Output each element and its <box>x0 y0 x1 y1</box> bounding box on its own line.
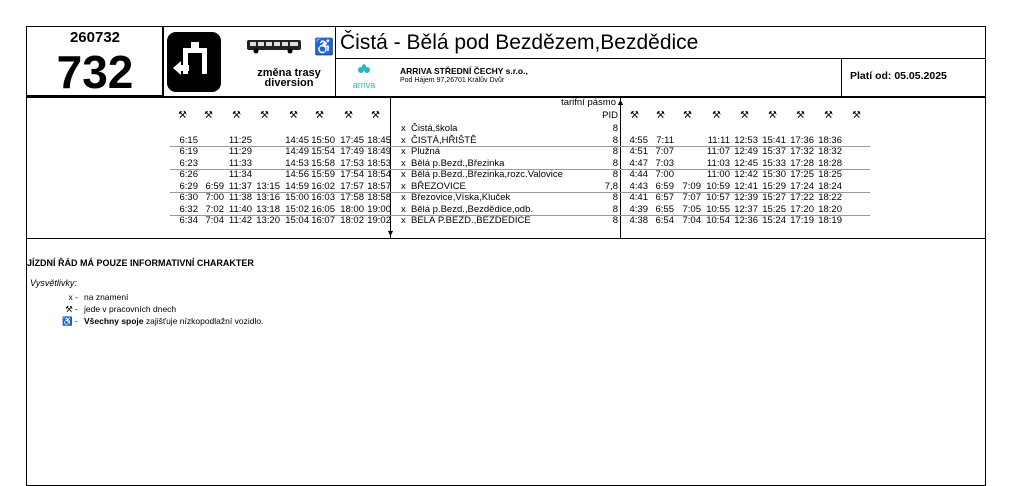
departure-time: 6:26 <box>179 169 198 180</box>
departure-time: 6:29 <box>179 181 198 192</box>
departure-time: 13:16 <box>256 192 280 203</box>
departure-time: 7:11 <box>656 135 674 146</box>
departure-time: 4:39 <box>629 204 648 215</box>
departure-time: 17:57 <box>340 181 364 192</box>
request-stop-mark: x <box>401 158 406 169</box>
departure-time: 18:57 <box>367 181 391 192</box>
departure-time: 6:34 <box>179 215 198 226</box>
workday-icon: ⚒ <box>178 110 187 121</box>
departure-time: 7:09 <box>682 181 701 192</box>
diversion-box <box>164 26 336 97</box>
stop-name: Plužná <box>411 146 441 157</box>
request-stop-mark: x <box>401 169 406 180</box>
departure-time: 18:24 <box>818 181 842 192</box>
stop-name: BŘEZOVICE <box>411 181 466 192</box>
departure-time: 7:00 <box>205 192 224 203</box>
divider-right <box>620 97 621 238</box>
departure-time: 6:19 <box>179 146 198 157</box>
departure-time: 18:49 <box>367 146 391 157</box>
workday-icon: ⚒ <box>630 110 639 121</box>
wheelchair-icon: ♿ <box>314 39 334 56</box>
tariff-zone: 8 <box>612 135 618 146</box>
departure-time: 13:15 <box>256 181 280 192</box>
departure-time: 19:02 <box>367 215 391 226</box>
departure-time: 12:53 <box>734 135 758 146</box>
departure-time: 11:37 <box>228 181 252 192</box>
departure-time: 4:47 <box>629 158 648 169</box>
header-divider <box>26 96 986 98</box>
operator-logo <box>344 63 384 90</box>
departure-time: 17:49 <box>340 146 364 157</box>
tariff-zone: 8 <box>612 158 618 169</box>
stop-name: Bělá p.Bezd.,Bezdědice,odb. <box>411 204 534 215</box>
departure-time: 11:25 <box>228 135 252 146</box>
departure-time: 6:55 <box>655 204 674 215</box>
departure-time: 11:11 <box>707 135 730 146</box>
tariff-zone: 7,8 <box>604 181 618 192</box>
tariff-zone: 8 <box>612 192 618 203</box>
departure-time: 18:28 <box>818 158 842 169</box>
tariff-label: tarifní pásmo <box>561 97 616 108</box>
departure-time: 18:32 <box>818 146 842 157</box>
departure-time: 16:05 <box>311 204 335 215</box>
workday-icon: ⚒ <box>796 110 805 121</box>
departure-time: 18:20 <box>818 204 842 215</box>
departure-time: 18:25 <box>818 169 842 180</box>
departure-time: 15:30 <box>762 169 786 180</box>
valid-box <box>841 59 986 97</box>
bus-icon <box>246 38 302 54</box>
line-number-box <box>26 26 164 97</box>
workday-icon: ⚒ <box>344 110 353 121</box>
departure-time: 13:20 <box>256 215 280 226</box>
departure-time: 7:07 <box>655 146 674 157</box>
tariff-zone: 8 <box>612 146 618 157</box>
departure-time: 15:27 <box>762 192 786 203</box>
request-stop-mark: x <box>401 181 406 192</box>
departure-time: 12:41 <box>734 181 758 192</box>
departure-time: 4:44 <box>629 169 648 180</box>
departure-time: 13:18 <box>256 204 280 215</box>
line-number: 732 <box>56 46 134 98</box>
diversion-label: změna trasy <box>257 67 321 79</box>
request-stop-mark: x <box>401 204 406 215</box>
departure-time: 17:53 <box>340 158 364 169</box>
request-stop-mark: x <box>401 135 406 146</box>
departure-time: 15:24 <box>762 215 786 226</box>
departure-time: 17:32 <box>790 146 814 157</box>
diversion-icon <box>167 32 221 92</box>
departure-time: 6:57 <box>655 192 674 203</box>
stop-name: Čistá,škola <box>411 123 458 134</box>
info-heading: JÍZDNÍ ŘÁD MÁ POUZE INFORMATIVNÍ CHARAKTER <box>27 258 254 268</box>
departure-time: 4:55 <box>629 135 648 146</box>
workday-icon: ⚒ <box>371 110 380 121</box>
legend-symbol: x - <box>68 292 78 302</box>
departure-time: 11:00 <box>706 169 730 180</box>
workday-icon: ⚒ <box>232 110 241 121</box>
operator-box <box>336 59 841 97</box>
departure-time: 7:05 <box>682 204 701 215</box>
workday-icon: ⚒ <box>852 110 861 121</box>
pid-label: PID <box>602 110 618 121</box>
request-stop-mark: x <box>401 192 406 203</box>
tariff-zone: 8 <box>612 123 618 134</box>
departure-time: 17:25 <box>790 169 814 180</box>
legend-bold: Všechny spoje <box>84 316 146 326</box>
departure-time: 11:40 <box>228 204 252 215</box>
legend-text: na znamení <box>84 292 129 302</box>
departure-time: 11:38 <box>228 192 252 203</box>
workday-icon: ⚒ <box>315 110 324 121</box>
workday-icon: ⚒ <box>824 110 833 121</box>
departure-time: 6:30 <box>179 192 198 203</box>
departure-time: 11:34 <box>228 169 252 180</box>
departure-time: 14:56 <box>285 169 309 180</box>
departure-time: 17:54 <box>340 169 364 180</box>
departure-time: 15:25 <box>762 204 786 215</box>
workday-icon: ⚒ <box>656 110 665 121</box>
workday-icon: ⚒ <box>289 110 298 121</box>
departure-time: 18:02 <box>340 215 364 226</box>
departure-time: 6:23 <box>179 158 198 169</box>
departure-time: 17:20 <box>790 204 814 215</box>
operator-address: Pod Hájem 97,26701 Králův Dvůr <box>400 77 505 84</box>
departure-time: 11:42 <box>228 215 252 226</box>
departure-time: 16:07 <box>311 215 335 226</box>
departure-time: 4:43 <box>629 181 648 192</box>
departure-time: 7:03 <box>655 158 674 169</box>
departure-time: 14:49 <box>285 146 309 157</box>
departure-time: 4:41 <box>629 192 648 203</box>
request-stop-mark: x <box>401 123 406 134</box>
departure-time: 15:33 <box>762 158 786 169</box>
tariff-zone: 8 <box>612 204 618 215</box>
departure-time: 15:37 <box>762 146 786 157</box>
departure-time: 17:58 <box>340 192 364 203</box>
departure-time: 19:00 <box>367 204 391 215</box>
departure-time: 15:00 <box>285 192 309 203</box>
departure-time: 6:59 <box>205 181 224 192</box>
departure-time: 16:03 <box>311 192 335 203</box>
departure-time: 18:36 <box>818 135 842 146</box>
departure-time: 11:03 <box>706 158 730 169</box>
departure-time: 12:37 <box>734 204 758 215</box>
stop-name: Bělá p.Bezd.,Březinka,rozc.Valovice <box>411 169 563 180</box>
departure-time: 10:54 <box>706 215 730 226</box>
legend-symbol: ⚒ - <box>65 304 78 314</box>
route-title: Čistá - Bělá pod Bezdězem,Bezdědice <box>340 31 699 54</box>
stop-name: BĚLÁ P.BEZD.,BEZDĚDICE <box>411 215 531 226</box>
departure-time: 15:50 <box>311 135 335 146</box>
workday-icon: ⚒ <box>712 110 721 121</box>
departure-time: 18:00 <box>340 204 364 215</box>
departure-time: 11:29 <box>228 146 252 157</box>
departure-time: 4:51 <box>629 146 648 157</box>
departure-time: 16:02 <box>311 181 335 192</box>
departure-time: 18:45 <box>367 135 391 146</box>
legend-title: Vysvětlivky: <box>30 278 77 288</box>
departure-time: 6:32 <box>179 204 198 215</box>
up-arrow-icon: ▲ <box>616 97 625 107</box>
stop-name: Březovice,Víska,Kluček <box>411 192 511 203</box>
departure-time: 7:04 <box>205 215 224 226</box>
departure-time: 18:53 <box>367 158 391 169</box>
departure-time: 18:58 <box>367 192 391 203</box>
departure-time: 17:24 <box>790 181 814 192</box>
departure-time: 6:15 <box>179 135 198 146</box>
route-title-box <box>336 26 986 59</box>
departure-time: 10:59 <box>706 181 730 192</box>
departure-time: 17:36 <box>790 135 814 146</box>
workday-icon: ⚒ <box>260 110 269 121</box>
departure-time: 12:45 <box>734 158 758 169</box>
departure-time: 11:07 <box>706 146 730 157</box>
departure-time: 15:58 <box>311 158 335 169</box>
departure-time: 6:54 <box>655 215 674 226</box>
departure-time: 17:28 <box>790 158 814 169</box>
departure-time: 4:38 <box>629 215 648 226</box>
departure-time: 7:00 <box>655 169 674 180</box>
valid-from: Platí od: 05.05.2025 <box>850 70 947 82</box>
departure-time: 7:02 <box>205 204 224 215</box>
departure-time: 15:29 <box>762 181 786 192</box>
diversion-label-en: diversion <box>264 77 314 89</box>
departure-time: 12:36 <box>734 215 758 226</box>
license-code: 260732 <box>69 29 121 46</box>
departure-time: 17:19 <box>790 215 814 226</box>
legend-text: Všechny spoje zajišťuje nízkopodlažní vozidlo. <box>84 316 264 326</box>
departure-time: 18:19 <box>818 215 842 226</box>
departure-time: 17:45 <box>340 135 364 146</box>
departure-time: 15:54 <box>311 146 335 157</box>
tariff-zone: 8 <box>612 215 618 226</box>
departure-time: 14:59 <box>285 181 309 192</box>
row-separator <box>170 192 870 193</box>
down-arrow-icon: ▼ <box>386 228 395 238</box>
operator-logo-text: arriva <box>352 80 376 90</box>
departure-time: 6:59 <box>655 181 674 192</box>
arriva-logo-icon <box>357 64 371 76</box>
departure-time: 7:07 <box>682 192 701 203</box>
operator-name: ARRIVA STŘEDNÍ ČECHY s.r.o., <box>400 66 528 76</box>
stop-name: ČISTÁ,HŘIŠTĚ <box>411 135 477 146</box>
tariff-zone: 8 <box>612 169 618 180</box>
departure-time: 18:54 <box>367 169 391 180</box>
departure-time: 7:04 <box>682 215 701 226</box>
workday-icon: ⚒ <box>740 110 749 121</box>
departure-time: 14:45 <box>285 135 309 146</box>
legend-symbol: ♿ - <box>62 316 78 326</box>
departure-time: 15:04 <box>285 215 309 226</box>
departure-time: 14:53 <box>285 158 309 169</box>
departure-time: 15:41 <box>762 135 786 146</box>
timetable-bottom-line <box>26 238 986 239</box>
legend-text: jede v pracovních dnech <box>84 304 177 314</box>
row-separator <box>170 169 870 170</box>
departure-time: 15:02 <box>285 204 309 215</box>
departure-time: 11:33 <box>228 158 252 169</box>
departure-time: 10:55 <box>706 204 730 215</box>
departure-time: 12:39 <box>734 192 758 203</box>
stop-name: Bělá p.Bezd.,Březinka <box>411 158 505 169</box>
departure-time: 17:22 <box>790 192 814 203</box>
departure-time: 12:42 <box>734 169 758 180</box>
departure-time: 18:22 <box>818 192 842 203</box>
departure-time: 10:57 <box>706 192 730 203</box>
departure-time: 15:59 <box>311 169 335 180</box>
request-stop-mark: x <box>401 215 406 226</box>
departure-time: 12:49 <box>734 146 758 157</box>
workday-icon: ⚒ <box>768 110 777 121</box>
row-separator <box>170 146 870 147</box>
workday-icon: ⚒ <box>204 110 213 121</box>
request-stop-mark: x <box>401 146 406 157</box>
workday-icon: ⚒ <box>683 110 692 121</box>
row-separator <box>170 215 870 216</box>
